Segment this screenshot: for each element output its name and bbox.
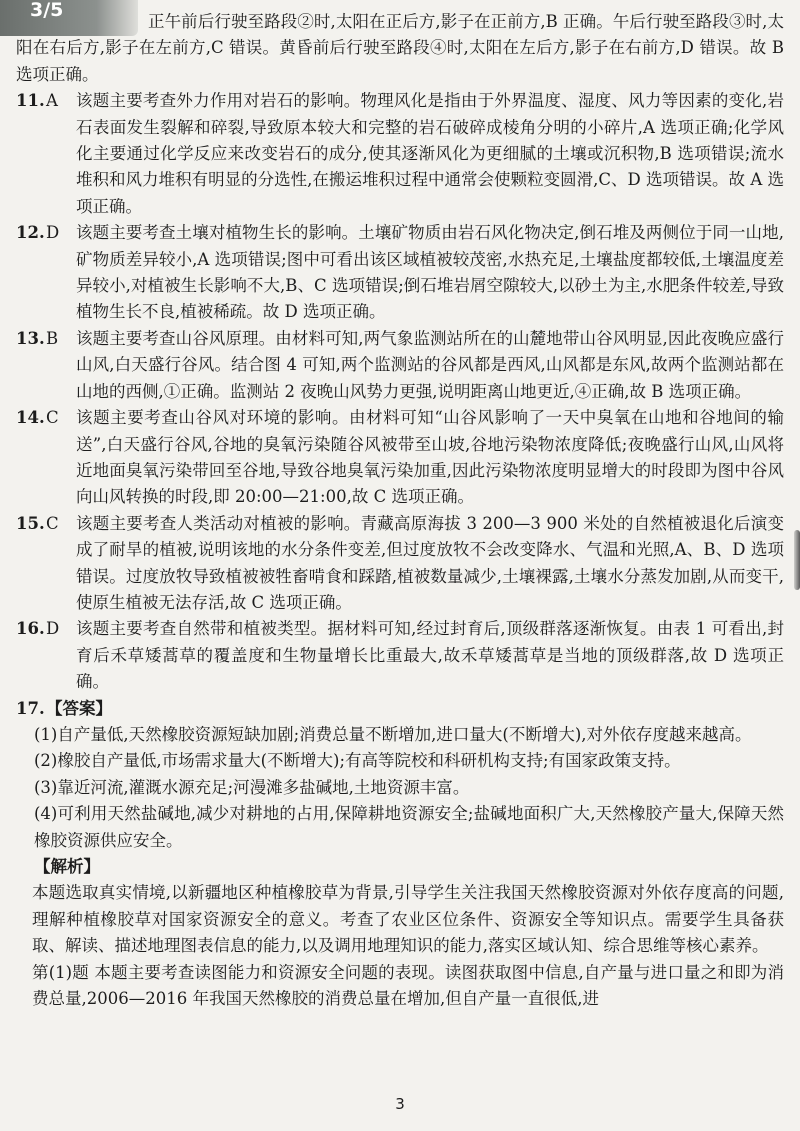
answer-heading: 【答案】 (46, 698, 112, 718)
item-answer-letter: B (46, 328, 59, 348)
answer-item-12 (16, 220, 784, 326)
analysis-heading: 【解析】 (34, 857, 100, 876)
item-number: 13. (16, 328, 45, 348)
item-explanation: 该题主要考查山谷风原理。由材料可知,两气象监测站所在的山麓地带山谷风明显,因此夜晚应盛行山风,白天盛行谷风。结合图 4 可知,两个监测站的谷风都是西风,山风都是东风,故两个监测站都在山地的西侧,①正确。监测站 2 夜晚山风势力更强,说明距离山地更近,④正确,故 B 选项正确。 (76, 328, 784, 401)
analysis-paragraph: 本题选取真实情境,以新疆地区种植橡胶草为背景,引导学生关注我国天然橡胶资源对外依存度高的问题,理解种植橡胶草对国家资源安全的意义。考查了农业区位条件、资源安全等知识点。需要学生具备获取、解读、描述地理图表信息的能力,以及调用地理知识的能力,落实区域认知、综合思维等核心素养。 (32, 883, 784, 956)
item-number: 11. (16, 91, 45, 111)
answer-item-13 (16, 326, 784, 405)
item-explanation: 该题主要考查山谷风对环境的影响。由材料可知“山谷风影响了一天中臭氧在山地和谷地间的输送”,白天盛行谷风,谷地的臭氧污染随谷风被带至山坡,谷地污染物浓度降低;夜晚盛行山风,山风将近地面臭氧污染带回至谷地,导致谷地臭氧污染加重,因此污染物浓度明显增大的时段即为图中谷风向山风转换的时段,即 20:00—21:00,故 C 选项正确。 (76, 408, 784, 507)
item-number: 12. (16, 223, 45, 243)
answer-item-16 (16, 616, 784, 695)
analysis-part-1: 第(1)题 本题主要考查读图能力和资源安全问题的表现。读图获取图中信息,自产量与进口量之和即为消费总量,2006—2016 年我国天然橡胶的消费总量在增加,但自产量一直很低,进 (32, 962, 784, 1009)
answer-part-2: (2)橡胶自产量低,市场需求量大(不断增大);有高等院校和科研机构支持;有国家政策支持。 (34, 751, 681, 771)
item-answer-letter: D (46, 223, 60, 243)
scan-edge-mark (794, 530, 800, 590)
answer-part-4: (4)可利用天然盐碱地,减少对耕地的占用,保障耕地资源安全;盐碱地面积广大,天然橡胶产量大,保障天然橡胶资源供应安全。 (34, 804, 784, 850)
item-answer-letter: A (46, 91, 58, 111)
intro-paragraph: 正午前后行驶至路段②时,太阳在正后方,影子在正前方,B 正确。午后行驶至路段③时,太阳在右后方,影子在左前方,C 错误。黄昏前后行驶至路段④时,太阳在左后方,影子在右前方,D 错误。故 B 选项正确。 (16, 12, 784, 84)
item-answer-letter: C (46, 408, 59, 428)
item-number: 17. (16, 698, 45, 718)
page-badge: 3/5 (0, 0, 138, 36)
item-explanation: 该题主要考查外力作用对岩石的影响。物理风化是指由于外界温度、湿度、风力等因素的变化,岩石表面发生裂解和碎裂,导致原本较大和完整的岩石破碎成棱角分明的小碎片,A 选项正确;化学风化主要通过化学反应来改变岩石的成分,使其逐渐风化为更细腻的土壤或沉积物,B 选项错误;流水堆积和风力堆积有明显的分选性,在搬运堆积过程中通常会使颗粒变圆滑,C、D 选项错误。故 A 选项正确。 (76, 91, 784, 216)
document-body (16, 9, 784, 1012)
page-number: 3 (395, 1095, 405, 1113)
answer-item-15 (16, 511, 784, 617)
answer-item-14 (16, 405, 784, 511)
item-explanation: 该题主要考查自然带和植被类型。据材料可知,经过封育后,顶级群落逐渐恢复。由表 1 可看出,封育后禾草矮蒿草的覆盖度和生物量增长比重最大,故禾草矮蒿草是当地的顶级群落,故 D 选项正确。 (76, 619, 784, 692)
item-number: 14. (16, 408, 45, 428)
item-number: 15. (16, 513, 45, 533)
item-explanation: 该题主要考查土壤对植物生长的影响。土壤矿物质由岩石风化物决定,倒石堆及两侧位于同一山地,矿物质差异较小,A 选项错误;图中可看出该区域植被较茂密,水热充足,土壤盐度都较低,土壤温度差异较小,对植被生长影响不大,B、C 选项错误;倒石堆岩屑空隙较大,以砂土为主,水肥条件较差,导致植物生长不良,植被稀疏。故 D 选项正确。 (76, 223, 784, 322)
answer-part-1: (1)自产量低,天然橡胶资源短缺加剧;消费总量不断增加,进口量大(不断增大),对外依存度越来越高。 (34, 724, 752, 744)
item-answer-letter: C (46, 513, 59, 533)
item-answer-letter: D (46, 619, 60, 639)
answer-item-11 (16, 88, 784, 220)
answer-part-3: (3)靠近河流,灌溉水源充足;河漫滩多盐碱地,土地资源丰富。 (34, 777, 470, 797)
question-17-header (16, 696, 784, 722)
item-explanation: 该题主要考查人类活动对植被的影响。青藏高原海拔 3 200—3 900 米处的自然植被退化后演变成了耐旱的植被,说明该地的水分条件变差,但过度放牧不会改变降水、气温和光照,A、B、D 选项错误。过度放牧导致植被被牲畜啃食和踩踏,植被数量减少,土壤裸露,土壤水分蒸发加剧,从而变干,使原生植被无法存活,故 C 选项正确。 (76, 513, 784, 612)
item-number: 16. (16, 619, 45, 639)
